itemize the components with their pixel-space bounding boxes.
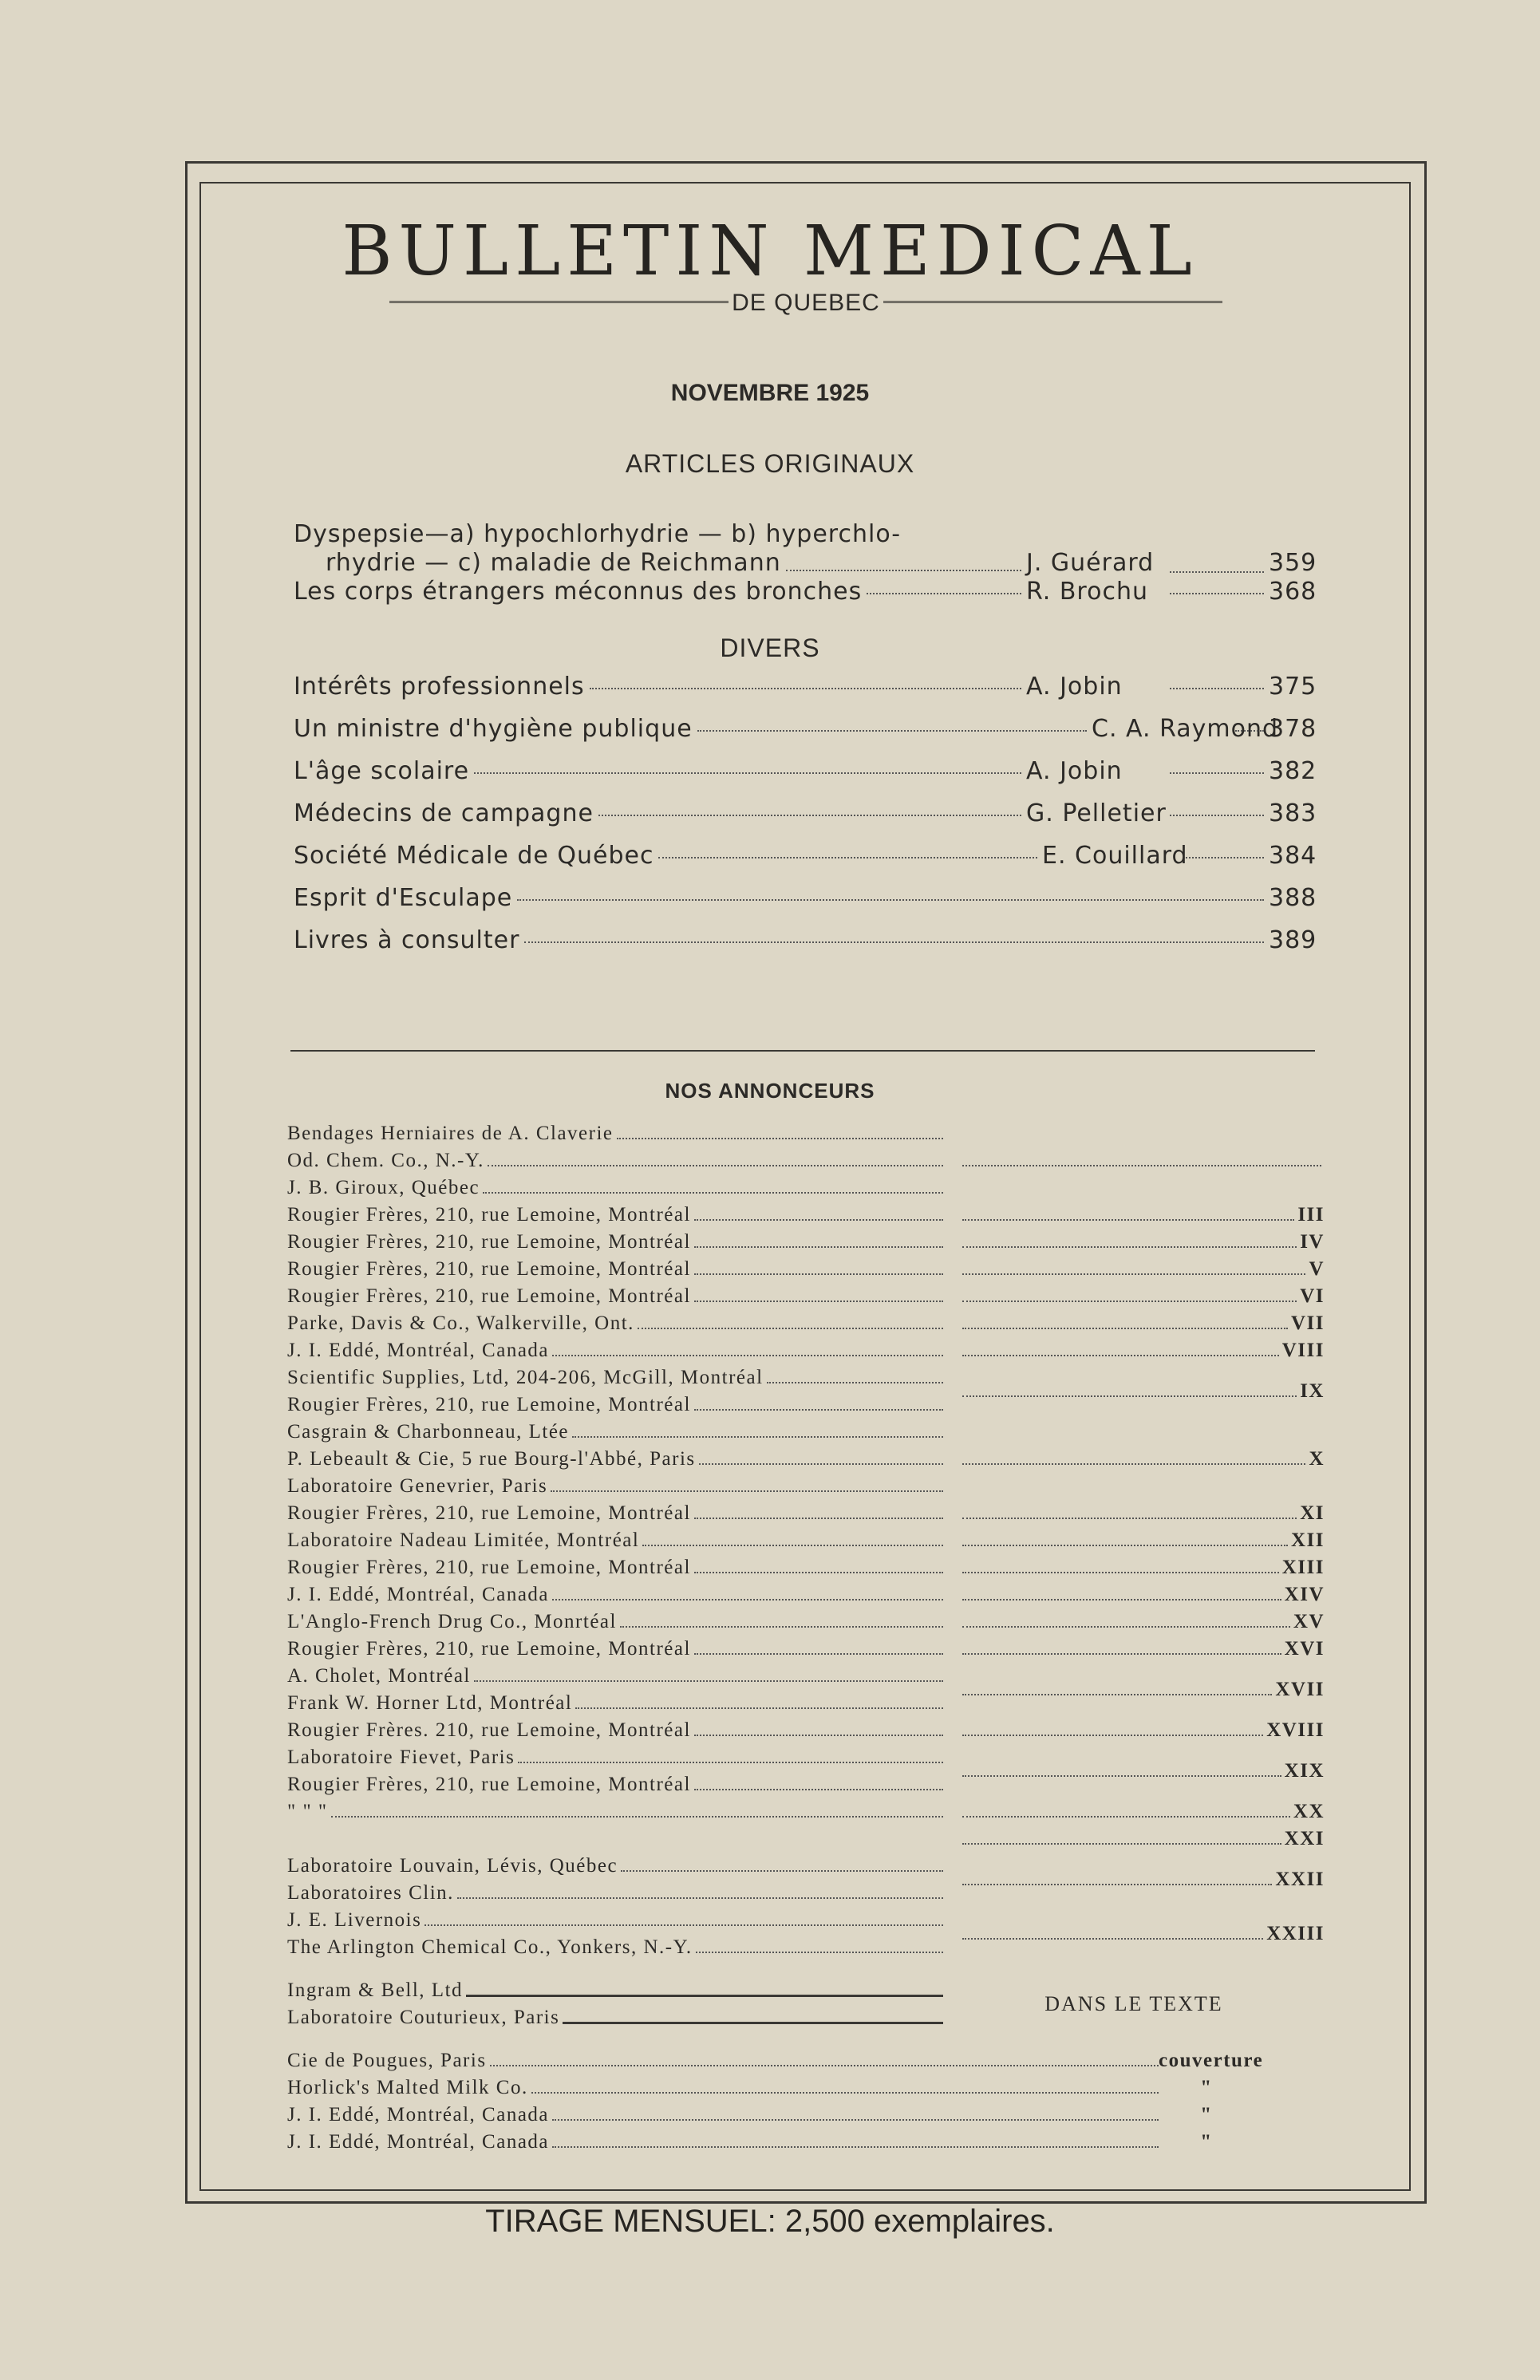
advertiser-names xyxy=(287,1310,943,1337)
advertiser-name-row xyxy=(287,1880,943,1907)
advertiser-name-row xyxy=(287,1554,943,1581)
advertiser-page: VI xyxy=(1300,1285,1325,1307)
advertiser-name-row xyxy=(287,1744,943,1771)
advertiser-name: The Arlington Chemical Co., Yonkers, N.-Y. xyxy=(287,1936,693,1958)
advertiser-entry xyxy=(287,1798,1325,1825)
advertiser-name-row xyxy=(287,1853,943,1880)
dot-leader xyxy=(331,1816,943,1818)
advertiser-name-row xyxy=(287,1581,943,1608)
dot-leader xyxy=(551,1490,943,1492)
advertiser-page-cell xyxy=(943,1285,1325,1308)
advertiser-page-cell xyxy=(943,1611,1325,1633)
circulation-note: TIRAGE MENSUEL: 2,500 exemplaires. xyxy=(485,2204,1055,2239)
dot-leader xyxy=(962,1395,1297,1397)
advertiser-name: Laboratoires Clin. xyxy=(287,1882,454,1904)
masthead-title: BULLETIN MEDICAL xyxy=(342,211,1198,291)
dot-leader xyxy=(962,1735,1263,1736)
advertiser-name-row xyxy=(287,1690,943,1717)
advertiser-page-cell xyxy=(943,1869,1325,1891)
advertiser-page: XVII xyxy=(1275,1679,1325,1700)
dot-leader xyxy=(552,1599,943,1600)
advertiser-entry xyxy=(287,1283,1325,1310)
cover-page: couverture xyxy=(1159,2050,1264,2071)
advertiser-name: Laboratoire Genevrier, Paris xyxy=(287,1475,548,1497)
advertiser-names xyxy=(287,1202,943,1229)
dot-leader xyxy=(962,1816,1290,1818)
toc-entry-author: C. A. Raymond xyxy=(1092,715,1279,743)
toc-originals xyxy=(294,511,1317,620)
advertiser-page-cell xyxy=(943,1160,1325,1162)
advertiser-name: P. Lebeault & Cie, 5 rue Bourg-l'Abbé, Paris xyxy=(287,1448,696,1470)
toc-entry-title: Un ministre d'hygiène publique xyxy=(294,715,693,743)
section-title-originals: ARTICLES ORIGINAUX xyxy=(625,449,915,478)
advertiser-name-row xyxy=(287,1391,943,1419)
dot-leader xyxy=(867,593,1021,594)
dot-leader xyxy=(962,1775,1281,1777)
advertiser-names xyxy=(287,1663,943,1717)
advertiser-names xyxy=(287,1798,943,1825)
advertiser-page: VII xyxy=(1290,1312,1325,1334)
advertiser-page-cell xyxy=(943,1502,1325,1525)
advertiser-name: Rougier Frères, 210, rue Lemoine, Montréal xyxy=(287,1638,691,1660)
dot-leader xyxy=(1170,815,1264,816)
advertiser-name-row xyxy=(287,1771,943,1798)
masthead-subtitle-row xyxy=(389,289,1222,318)
advertiser-name-row xyxy=(287,1500,943,1527)
advertiser-name: Rougier Frères, 210, rue Lemoine, Montréal xyxy=(287,1258,691,1280)
toc-entry-title xyxy=(294,520,1026,578)
advertiser-name-row xyxy=(287,1663,943,1690)
advertiser-name-row xyxy=(287,1310,943,1337)
dot-leader xyxy=(694,1735,943,1736)
advertiser-names xyxy=(287,1744,943,1798)
advertiser-names xyxy=(287,1419,943,1500)
cover-page: " xyxy=(1200,2077,1213,2098)
advertiser-page-cell xyxy=(943,1448,1325,1470)
advertiser-name: Rougier Frères, 210, rue Lemoine, Montréal xyxy=(287,1394,691,1415)
advertiser-name-row xyxy=(287,1337,943,1364)
toc-entry xyxy=(294,673,1317,715)
toc-entry-page: 368 xyxy=(1269,578,1317,606)
in-text-label: DANS LE TEXTE xyxy=(1044,1992,1223,2015)
advertiser-entry xyxy=(287,1500,1325,1527)
dot-leader xyxy=(962,1518,1297,1519)
advertiser-names xyxy=(287,1907,943,1961)
dot-leader xyxy=(617,1138,943,1139)
advertiser-page-cell xyxy=(943,1638,1325,1660)
dot-leader xyxy=(962,1273,1305,1275)
advertiser-page-cell xyxy=(943,1340,1325,1362)
advertiser-page-cell xyxy=(943,1719,1325,1742)
advertiser-list xyxy=(287,1120,1325,2156)
cover-advertiser-row xyxy=(287,2074,1254,2102)
advertiser-names xyxy=(287,1977,943,2031)
toc-entry-page: 383 xyxy=(1269,799,1317,827)
advertiser-name-row xyxy=(287,1120,943,1147)
advertiser-entry xyxy=(287,1527,1325,1554)
dot-leader xyxy=(694,1518,943,1519)
dot-leader xyxy=(694,1572,943,1573)
advertiser-name: J. I. Eddé, Montréal, Canada xyxy=(287,1340,550,1361)
advertiser-name-row xyxy=(287,1934,943,1961)
dot-leader xyxy=(590,688,1021,689)
advertiser-entry xyxy=(287,1825,1325,1853)
advertiser-name: Rougier Frères. 210, rue Lemoine, Montréal xyxy=(287,1719,691,1741)
toc-entry-author: G. Pelletier xyxy=(1026,799,1167,827)
advertiser-name: Laboratoire Fievet, Paris xyxy=(287,1747,515,1768)
advertiser-name: Bendages Herniaires de A. Claverie xyxy=(287,1123,614,1144)
advertiser-entry xyxy=(287,1120,1325,1202)
dot-leader xyxy=(642,1545,943,1546)
advertiser-names xyxy=(287,1283,943,1310)
advertiser-entry xyxy=(287,1337,1325,1364)
dot-leader xyxy=(488,1165,943,1166)
toc-entry-title: Intérêts professionnels xyxy=(294,673,585,701)
advertiser-page-cell xyxy=(943,1679,1325,1701)
dot-leader xyxy=(524,941,1264,943)
advertiser-names xyxy=(287,1527,943,1554)
dot-leader xyxy=(694,1789,943,1790)
advertiser-name: Rougier Frères, 210, rue Lemoine, Montréal xyxy=(287,1285,691,1307)
dot-leader xyxy=(694,1653,943,1655)
dot-leader xyxy=(962,1843,1281,1845)
advertiser-page: VIII xyxy=(1281,1340,1325,1361)
advertiser-page-cell xyxy=(943,1760,1325,1782)
advertiser-page: XVIII xyxy=(1266,1719,1325,1741)
dot-leader xyxy=(531,2092,1159,2094)
cover-page: " xyxy=(1200,2104,1213,2125)
cover-advertiser-row xyxy=(287,2047,1264,2074)
advertiser-name: Frank W. Horner Ltd, Montréal xyxy=(287,1692,573,1714)
advertiser-name: Scientific Supplies, Ltd, 204-206, McGill, Montréal xyxy=(287,1367,764,1388)
masthead-subtitle: DE QUEBEC xyxy=(732,290,880,316)
advertiser-entry xyxy=(287,1364,1325,1419)
advertiser-name-row xyxy=(287,1636,943,1663)
dot-leader xyxy=(457,1897,943,1899)
advertiser-name: Rougier Frères, 210, rue Lemoine, Montréal xyxy=(287,1557,691,1578)
advertiser-entry xyxy=(287,1853,1325,1907)
dot-leader xyxy=(490,2065,1159,2066)
solid-leader xyxy=(466,1995,943,1997)
section-title-advertisers: NOS ANNONCEURS xyxy=(665,1079,875,1103)
toc-entry-page: 389 xyxy=(1269,926,1317,954)
advertiser-name-row xyxy=(287,1473,943,1500)
advertiser-name-row xyxy=(287,1527,943,1554)
advertiser-name-row xyxy=(287,1364,943,1391)
advertiser-page: XIV xyxy=(1284,1584,1325,1605)
dot-leader xyxy=(697,730,1087,732)
cover-page: " xyxy=(1200,2131,1213,2153)
advertiser-names xyxy=(287,1717,943,1744)
advertiser-entry xyxy=(287,1419,1325,1500)
toc-entry-author: A. Jobin xyxy=(1026,757,1123,785)
dot-leader xyxy=(517,899,1264,901)
advertiser-names xyxy=(287,1853,943,1907)
advertiser-page: XIX xyxy=(1284,1760,1325,1782)
advertiser-names xyxy=(287,1581,943,1608)
dot-leader xyxy=(962,1626,1290,1628)
advertiser-page: XII xyxy=(1290,1529,1325,1551)
advertiser-names xyxy=(287,1256,943,1283)
dot-leader xyxy=(694,1409,943,1411)
spacer xyxy=(287,1961,1325,1977)
double-rule-right xyxy=(883,301,1222,306)
toc-entry xyxy=(294,578,1317,620)
advertiser-page: IX xyxy=(1300,1380,1325,1402)
advertiser-page-cell xyxy=(943,1557,1325,1579)
advertiser-page: XXII xyxy=(1275,1869,1325,1890)
toc-entry xyxy=(294,715,1317,757)
advertiser-page-cell xyxy=(943,1801,1325,1823)
dot-leader xyxy=(1235,730,1264,732)
advertiser-names xyxy=(287,1608,943,1636)
toc-entry-page: 359 xyxy=(1269,549,1317,577)
advertiser-page-cell xyxy=(943,1923,1325,1945)
dot-leader xyxy=(962,1165,1321,1166)
advertiser-name-row xyxy=(287,1283,943,1310)
dot-leader xyxy=(638,1328,943,1329)
toc-entry xyxy=(294,757,1317,799)
dot-leader xyxy=(1170,772,1264,774)
toc-entry-title: Esprit d'Esculape xyxy=(294,884,513,912)
advertiser-page: X xyxy=(1309,1448,1325,1470)
toc-title-line2: rhydrie — c) maladie de Reichmann xyxy=(326,549,781,577)
toc-entry-page: 382 xyxy=(1269,757,1317,785)
advertiser-entry xyxy=(287,1608,1325,1636)
advertiser-name: J. I. Eddé, Montréal, Canada xyxy=(287,2104,550,2125)
dot-leader xyxy=(699,1463,943,1465)
advertiser-entry xyxy=(287,1202,1325,1229)
dot-leader xyxy=(1186,857,1264,858)
advertiser-name: Rougier Frères, 210, rue Lemoine, Montréal xyxy=(287,1502,691,1524)
dot-leader xyxy=(767,1382,943,1383)
dot-leader xyxy=(424,1924,943,1926)
dot-leader xyxy=(474,772,1021,774)
advertiser-name-row xyxy=(287,1446,943,1473)
spacer xyxy=(287,2031,1325,2047)
cover-advertiser-row xyxy=(287,2129,1254,2156)
toc-entry-title: Société Médicale de Québec xyxy=(294,842,654,870)
dot-leader xyxy=(620,1626,943,1628)
advertiser-page: XX xyxy=(1293,1801,1325,1822)
advertiser-name-row xyxy=(287,1717,943,1744)
advertiser-name: Casgrain & Charbonneau, Ltée xyxy=(287,1421,570,1443)
advertiser-page: XI xyxy=(1300,1502,1325,1524)
dot-leader xyxy=(962,1572,1279,1573)
advertiser-entry xyxy=(287,1744,1325,1798)
advertiser-name: Horlick's Malted Milk Co. xyxy=(287,2077,528,2098)
advertiser-page: XV xyxy=(1293,1611,1325,1632)
advertiser-entry xyxy=(287,1581,1325,1608)
toc-title-line2-wrap xyxy=(294,549,1026,578)
advertiser-name: Cie de Pougues, Paris xyxy=(287,2050,487,2071)
advertiser-names xyxy=(287,1229,943,1256)
advertiser-entry xyxy=(287,1907,1325,1961)
advertiser-name: Ingram & Bell, Ltd xyxy=(287,1979,464,2001)
dot-leader xyxy=(483,1192,943,1194)
advertiser-name-row xyxy=(287,1147,943,1174)
toc-divers xyxy=(294,673,1317,969)
dot-leader xyxy=(621,1870,943,1872)
advertiser-entry xyxy=(287,1310,1325,1337)
toc-entry xyxy=(294,799,1317,842)
toc-title-line1: Dyspepsie—a) hypochlorhydrie — b) hyperchlo- xyxy=(294,520,902,548)
toc-entry-page: 384 xyxy=(1269,842,1317,870)
dot-leader xyxy=(1170,571,1264,573)
advertiser-page-cell xyxy=(943,1584,1325,1606)
dot-leader xyxy=(518,1762,943,1763)
dot-leader xyxy=(962,1545,1288,1546)
toc-entry-page: 378 xyxy=(1269,715,1317,743)
advertiser-page: XXI xyxy=(1284,1828,1325,1849)
advertiser-name: J. I. Eddé, Montréal, Canada xyxy=(287,2131,550,2153)
toc-entry xyxy=(294,884,1317,926)
advertiser-name: Rougier Frères, 210, rue Lemoine, Montréal xyxy=(287,1204,691,1226)
advertiser-name: Laboratoire Nadeau Limitée, Montréal xyxy=(287,1529,640,1551)
toc-entry xyxy=(294,511,1317,578)
advertiser-name-row xyxy=(287,1608,943,1636)
advertiser-entry xyxy=(287,1663,1325,1717)
advertiser-name-row xyxy=(287,1825,943,1853)
dot-leader xyxy=(962,1938,1263,1940)
advertiser-name: A. Cholet, Montréal xyxy=(287,1665,471,1687)
toc-entry xyxy=(294,842,1317,884)
dot-leader xyxy=(1170,593,1264,594)
dot-leader xyxy=(598,815,1021,816)
toc-entry xyxy=(294,926,1317,969)
dot-leader xyxy=(694,1219,943,1221)
toc-entry-title: L'âge scolaire xyxy=(294,757,470,785)
advertiser-name: Parke, Davis & Co., Walkerville, Ont. xyxy=(287,1312,634,1334)
advertiser-entry xyxy=(287,1256,1325,1283)
dot-leader xyxy=(962,1653,1281,1655)
advertiser-name-row xyxy=(287,1977,943,2004)
advertiser-entry xyxy=(287,1636,1325,1663)
issue-date: NOVEMBRE 1925 xyxy=(670,380,870,406)
advertiser-page-cell xyxy=(943,1828,1325,1850)
dot-leader xyxy=(474,1680,943,1682)
toc-entry-title: Les corps étrangers méconnus des bronches xyxy=(294,578,863,606)
toc-entry-author: R. Brochu xyxy=(1026,578,1148,606)
dot-leader xyxy=(696,1952,943,1953)
dot-leader xyxy=(694,1301,943,1302)
advertiser-page-cell xyxy=(943,1258,1325,1281)
advertiser-page: III xyxy=(1297,1204,1325,1226)
advertiser-name-row xyxy=(287,1907,943,1934)
advertiser-name: J. E. Livernois xyxy=(287,1909,422,1931)
advertiser-page: V xyxy=(1309,1258,1325,1280)
advertiser-name: " " " xyxy=(287,1801,328,1822)
toc-entry-title: Livres à consulter xyxy=(294,926,520,954)
advertiser-name-row xyxy=(287,1202,943,1229)
double-rule-left xyxy=(389,301,729,306)
advertiser-page: XXIII xyxy=(1266,1923,1325,1944)
cover-advertiser-row xyxy=(287,2102,1254,2129)
dot-leader xyxy=(572,1436,943,1438)
dot-leader xyxy=(552,2119,1159,2121)
advertiser-page-cell xyxy=(943,1529,1325,1552)
advertiser-name-row xyxy=(287,1419,943,1446)
dot-leader xyxy=(962,1328,1288,1329)
advertiser-names xyxy=(287,1364,943,1419)
dot-leader xyxy=(658,857,1037,858)
advertiser-names xyxy=(287,1120,943,1202)
advertiser-name: Rougier Frères, 210, rue Lemoine, Montréal xyxy=(287,1774,691,1795)
advertiser-page-cell xyxy=(943,1380,1325,1403)
advertiser-name-row xyxy=(287,1229,943,1256)
toc-entry-author: E. Couillard xyxy=(1042,842,1188,870)
toc-entry-page: 388 xyxy=(1269,884,1317,912)
advertiser-page: XIII xyxy=(1281,1557,1325,1578)
advertiser-name-row xyxy=(287,2004,943,2031)
advertiser-name-row xyxy=(287,1256,943,1283)
dot-leader xyxy=(786,543,1021,571)
dot-leader xyxy=(694,1246,943,1248)
dot-leader xyxy=(962,1884,1272,1885)
advertiser-page-cell xyxy=(943,1204,1325,1226)
advertiser-name: Od. Chem. Co., N.-Y. xyxy=(287,1150,484,1171)
dot-leader xyxy=(962,1599,1281,1600)
toc-entry-title: Médecins de campagne xyxy=(294,799,594,827)
advertiser-name-row xyxy=(287,1174,943,1202)
toc-entry-page: 375 xyxy=(1269,673,1317,701)
section-title-divers: DIVERS xyxy=(720,633,820,662)
dot-leader xyxy=(962,1219,1294,1221)
advertiser-page: IV xyxy=(1300,1231,1325,1253)
advertiser-names xyxy=(287,1825,943,1853)
advertiser-names xyxy=(287,1337,943,1364)
advertiser-name: J. B. Giroux, Québec xyxy=(287,1177,480,1198)
toc-entry-author: A. Jobin xyxy=(1026,673,1123,701)
solid-leader xyxy=(563,2022,943,2024)
dot-leader xyxy=(962,1301,1297,1302)
advertiser-entry xyxy=(287,1229,1325,1256)
advertiser-name: L'Anglo-French Drug Co., Monrtéal xyxy=(287,1611,617,1632)
dot-leader xyxy=(962,1355,1279,1356)
in-text-entry xyxy=(287,1977,1325,2031)
advertiser-name: J. I. Eddé, Montréal, Canada xyxy=(287,1584,550,1605)
dot-leader xyxy=(552,1355,943,1356)
advertiser-page-cell xyxy=(943,1312,1325,1335)
dot-leader xyxy=(962,1694,1272,1695)
advertiser-names xyxy=(287,1500,943,1527)
advertiser-page-cell xyxy=(943,1231,1325,1253)
advertiser-names xyxy=(287,1636,943,1663)
dot-leader xyxy=(575,1707,943,1709)
advertiser-entry xyxy=(287,1717,1325,1744)
section-divider xyxy=(290,1050,1315,1052)
dot-leader xyxy=(1170,688,1264,689)
dot-leader xyxy=(962,1463,1305,1465)
advertiser-entry xyxy=(287,1554,1325,1581)
toc-entry-author: J. Guérard xyxy=(1026,549,1155,577)
advertiser-name: Laboratoire Louvain, Lévis, Québec xyxy=(287,1855,618,1877)
advertiser-name-row xyxy=(287,1798,943,1825)
advertiser-name: Rougier Frères, 210, rue Lemoine, Montréal xyxy=(287,1231,691,1253)
advertiser-page: XVI xyxy=(1284,1638,1325,1660)
dot-leader xyxy=(694,1273,943,1275)
dot-leader xyxy=(552,2146,1159,2148)
advertiser-names xyxy=(287,1554,943,1581)
advertiser-name: Laboratoire Couturieux, Paris xyxy=(287,2007,560,2028)
dot-leader xyxy=(962,1246,1297,1248)
